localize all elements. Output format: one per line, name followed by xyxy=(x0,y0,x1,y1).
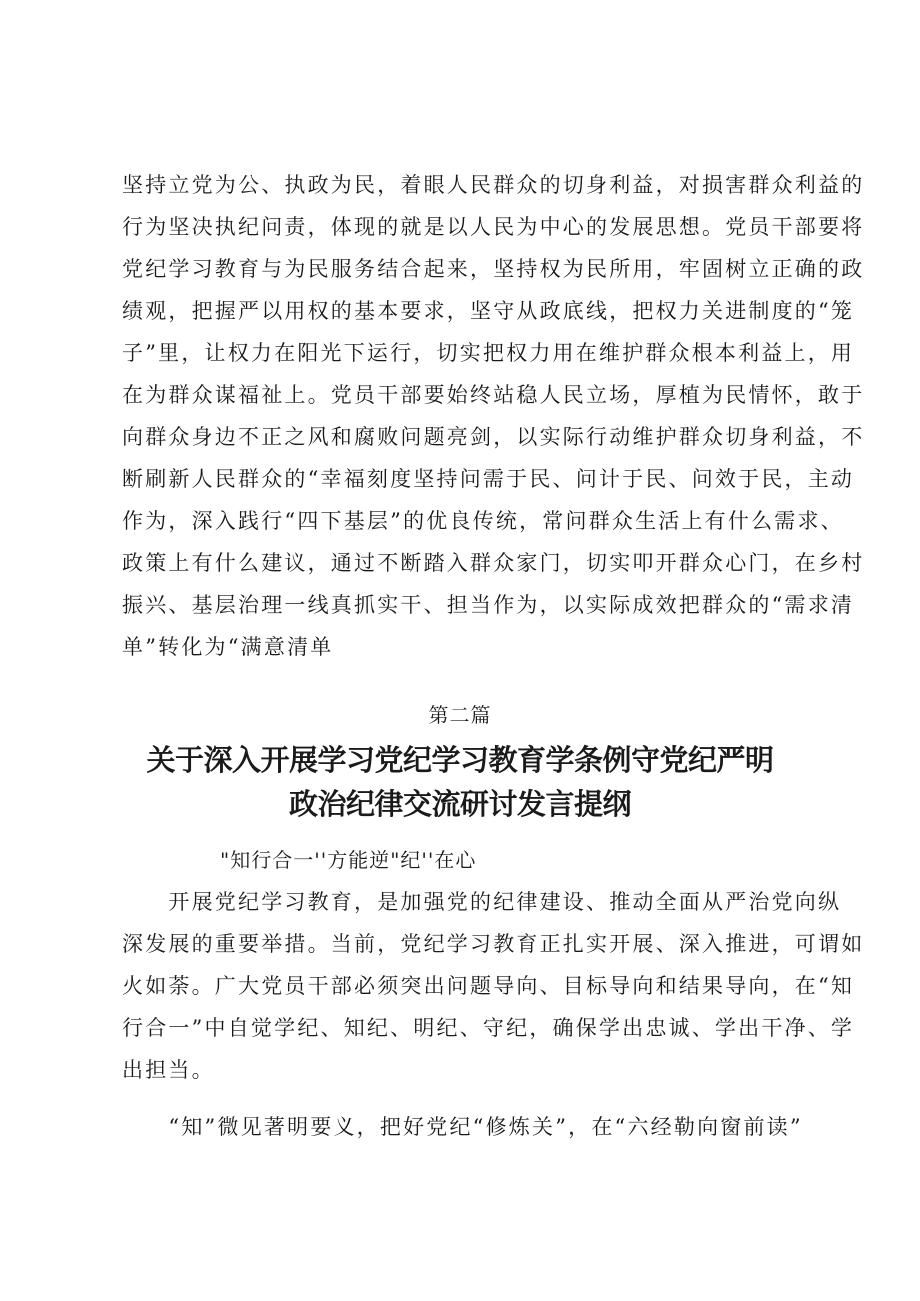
body-line: 向群众身边不正之风和腐败问题亮剑，以实际行动维护群众切身利益，不 xyxy=(122,425,865,449)
body-line: 深发展的重要举措。当前，党纪学习教育正扎实开展、深入推进，可谓如 xyxy=(122,932,865,956)
body-line: 火如荼。广大党员干部必须突出问题导向、目标导向和结果导向，在“知 xyxy=(122,974,855,998)
body-line: 在为群众谋福祉上。党员干部要始终站稳人民立场，厚植为民情怀，敢于 xyxy=(122,383,865,407)
document-title-line2: 政治纪律交流研讨发言提纲 xyxy=(288,787,631,821)
body-line: 党纪学习教育与为民服务结合起来，坚持权为民所用，牢固树立正确的政 xyxy=(122,257,865,281)
body-line: 坚持立党为公、执政为民，着眼人民群众的切身利益，对损害群众利益的 xyxy=(122,173,865,197)
body-line: 单”转化为“满意清单 xyxy=(122,635,334,659)
body-line: 绩观，把握严以用权的基本要求，坚守从政底线，把权力关进制度的“笼 xyxy=(122,299,855,323)
document-title-line1: 关于深入开展学习党纪学习教育学条例守党纪严明 xyxy=(146,743,774,777)
body-line: 作为，深入践行“四下基层”的优良传统，常问群众生活上有什么需求、 xyxy=(122,509,844,533)
body-line: 开展党纪学习教育，是加强党的纪律建设、推动全面从严治党向纵 xyxy=(122,890,842,914)
section-label: 第二篇 xyxy=(428,703,492,727)
body-line: “知”微见著明要义，把好党纪“修炼关”，在“六经勒向窗前读” xyxy=(122,1115,803,1139)
body-line: 行为坚决执纪问责，体现的就是以人民为中心的发展思想。党员干部要将 xyxy=(122,215,865,239)
body-line: 出担当。 xyxy=(122,1058,215,1082)
body-line: 振兴、基层治理一线真抓实干、担当作为，以实际成效把群众的“需求清 xyxy=(122,593,855,617)
body-line: 政策上有什么建议，通过不断踏入群众家门，切实叩开群众心门，在乡村 xyxy=(122,551,865,575)
document-subtitle: "知行合一''方能逆"纪''在心 xyxy=(220,848,477,872)
body-line: 子”里，让权力在阳光下运行，切实把权力用在维护群众根本利益上，用 xyxy=(122,341,855,365)
body-line: 行合一”中自觉学纪、知纪、明纪、守纪，确保学出忠诚、学出干净、学 xyxy=(122,1016,855,1040)
body-line: 断刷新人民群众的“幸福刻度坚持问需于民、问计于民、问效于民，主动 xyxy=(122,467,855,491)
